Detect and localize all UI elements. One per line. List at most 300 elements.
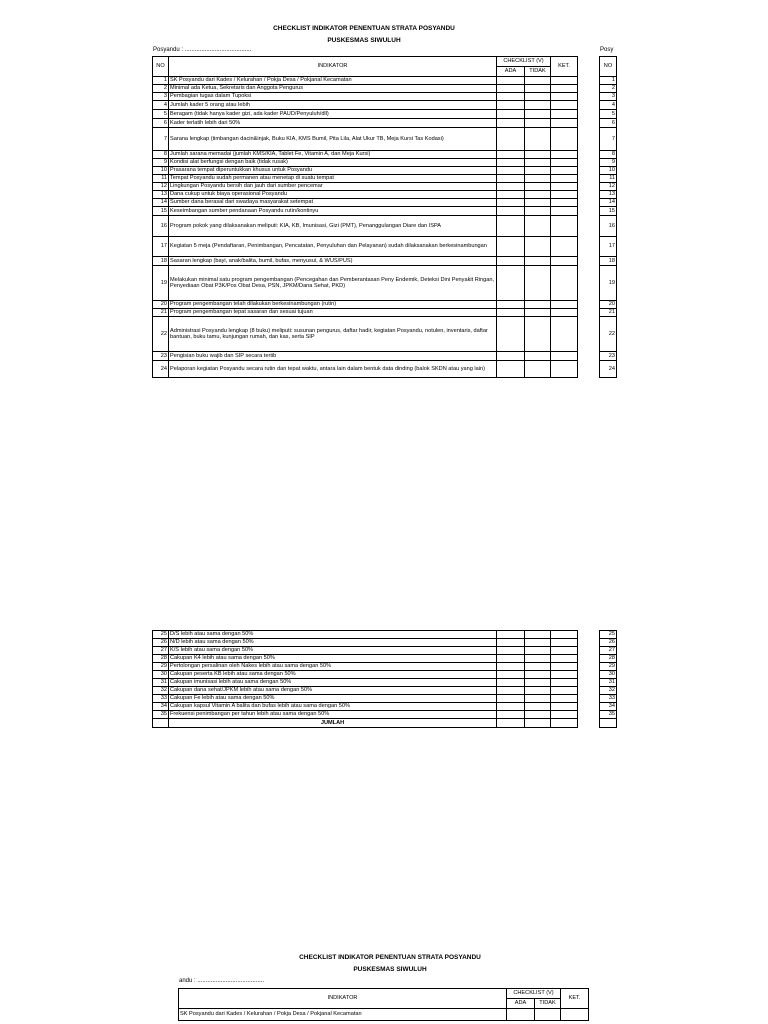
- side-row-number: 22: [600, 317, 617, 352]
- jumlah-ada-cell[interactable]: [497, 719, 525, 728]
- row-indikator: Cakupan K4 lebih atau sama dengan 50%: [169, 655, 497, 663]
- side-row-number: 26: [600, 639, 617, 647]
- row-number: 27: [153, 647, 169, 655]
- tidak-cell[interactable]: [525, 101, 551, 110]
- tidak-cell[interactable]: [525, 679, 551, 687]
- ket-cell[interactable]: [551, 663, 578, 671]
- table-row: [153, 183, 578, 191]
- side-row-number: 27: [600, 647, 617, 655]
- page3-header-tidak: TIDAK: [535, 999, 561, 1009]
- jumlah-row: [153, 719, 578, 728]
- ket-cell[interactable]: [551, 671, 578, 679]
- ada-cell[interactable]: [497, 159, 525, 167]
- row-number: 7: [153, 128, 169, 151]
- ada-cell[interactable]: [497, 711, 525, 719]
- row-number: 18: [153, 257, 169, 266]
- tidak-cell[interactable]: [525, 93, 551, 101]
- tidak-cell[interactable]: [525, 85, 551, 93]
- row-indikator: Sarana lengkap (timbangan dacin&injak, Buku KIA, KMS Bumil, Pita Lila, Alat Ukur TB, Meja Kursi Tas Kodasi): [169, 128, 497, 151]
- ket-cell[interactable]: [551, 631, 578, 639]
- side-row-number: 5: [600, 110, 617, 119]
- row-indikator: D/S lebih atau sama dengan 50%: [169, 631, 497, 639]
- table-row: [153, 639, 578, 647]
- row-number: 6: [153, 119, 169, 128]
- row-number: 24: [153, 361, 169, 378]
- row-indikator: Frekuensi penimbangan per tahun lebih atau sama dengan 50%: [169, 711, 497, 719]
- ada-cell[interactable]: [497, 128, 525, 151]
- side-row-number: 23: [600, 352, 617, 361]
- ada-cell[interactable]: [497, 695, 525, 703]
- side-table-row: [600, 237, 617, 257]
- table-row: [153, 85, 578, 93]
- ket-cell[interactable]: [551, 655, 578, 663]
- ket-cell[interactable]: [551, 679, 578, 687]
- table-row: [153, 216, 578, 237]
- row-indikator: Cakupan kapsul Vitamin A balita dan bufas lebih atau sama dengan 50%: [169, 703, 497, 711]
- tidak-cell[interactable]: [525, 199, 551, 207]
- ada-cell[interactable]: [497, 167, 525, 175]
- ada-cell[interactable]: [497, 119, 525, 128]
- table-row: [153, 110, 578, 119]
- tidak-cell[interactable]: [525, 119, 551, 128]
- side-table-row: [600, 266, 617, 301]
- ket-cell[interactable]: [551, 199, 578, 207]
- side-table-row: [600, 361, 617, 378]
- ket-cell[interactable]: [551, 361, 578, 378]
- ada-cell[interactable]: [497, 317, 525, 352]
- ada-cell[interactable]: [497, 663, 525, 671]
- page2-checklist-table: [152, 630, 578, 728]
- side-row-number: 32: [600, 687, 617, 695]
- jumlah-label: JUMLAH: [169, 719, 497, 728]
- side-row-number: 19: [600, 266, 617, 301]
- tidak-cell[interactable]: [525, 663, 551, 671]
- row-number: 8: [153, 151, 169, 159]
- side-row-number: 20: [600, 301, 617, 309]
- ket-cell[interactable]: [551, 257, 578, 266]
- table-row: [153, 711, 578, 719]
- tidak-cell[interactable]: [525, 167, 551, 175]
- tidak-cell[interactable]: [525, 237, 551, 257]
- row-indikator: K/S lebih atau sama dengan 50%: [169, 647, 497, 655]
- row-indikator: Prasarana tempat diperuntukkan khusus untuk Posyandu: [169, 167, 497, 175]
- table-row: [153, 703, 578, 711]
- side-table-row: [600, 655, 617, 663]
- ada-cell[interactable]: [497, 266, 525, 301]
- side-row-number: 35: [600, 711, 617, 719]
- row-indikator: Jumlah sarana memadai (jumlah KMS/KIA, Tablet Fe, Vitamin A, dan Meja Kursi): [169, 151, 497, 159]
- row-number: 31: [153, 679, 169, 687]
- row-indikator: Cakupan peserta KB lebih atau sama dengan 50%: [169, 671, 497, 679]
- ket-cell[interactable]: [551, 93, 578, 101]
- side-table-row: [600, 301, 617, 309]
- row-number: 9: [153, 159, 169, 167]
- ada-cell[interactable]: [497, 361, 525, 378]
- row-indikator: Pengisian buku wajib dan SIP secara tertib: [169, 352, 497, 361]
- ket-cell[interactable]: [551, 85, 578, 93]
- ket-cell[interactable]: [551, 119, 578, 128]
- ket-cell[interactable]: [551, 703, 578, 711]
- ket-cell[interactable]: [551, 216, 578, 237]
- ada-cell[interactable]: [497, 703, 525, 711]
- jumlah-tidak-cell[interactable]: [525, 719, 551, 728]
- ket-cell[interactable]: [551, 128, 578, 151]
- tidak-cell[interactable]: [525, 711, 551, 719]
- ket-cell[interactable]: [551, 647, 578, 655]
- page3-posyandu-label: andu : ........................................: [179, 978, 265, 984]
- page3-row-ada-cell[interactable]: [507, 1009, 535, 1021]
- row-indikator: Cakupan imunisasi lebih atau sama dengan 50%: [169, 679, 497, 687]
- row-number: 21: [153, 309, 169, 317]
- side-table-row: [600, 85, 617, 93]
- row-number: 29: [153, 663, 169, 671]
- table-row: [153, 361, 578, 378]
- tidak-cell[interactable]: [525, 216, 551, 237]
- ket-cell[interactable]: [551, 77, 578, 85]
- side-table-row: [600, 352, 617, 361]
- tidak-cell[interactable]: [525, 639, 551, 647]
- side-row-number: 2: [600, 85, 617, 93]
- ada-cell[interactable]: [497, 216, 525, 237]
- row-number: 12: [153, 183, 169, 191]
- tidak-cell[interactable]: [525, 695, 551, 703]
- tidak-cell[interactable]: [525, 687, 551, 695]
- header-no: NO: [153, 57, 169, 77]
- side-table-row: [600, 711, 617, 719]
- side-table-row: [600, 93, 617, 101]
- side-header-no: NO: [600, 57, 617, 77]
- tidak-cell[interactable]: [525, 266, 551, 301]
- side-row-number: 17: [600, 237, 617, 257]
- row-indikator: Sasaran lengkap (bayi, anak/balita, bumil, bufas, menyusui, & WUS/PUS): [169, 257, 497, 266]
- side-table-row: [600, 110, 617, 119]
- table-row: [153, 663, 578, 671]
- side-row-number: 6: [600, 119, 617, 128]
- table-row: [153, 671, 578, 679]
- tidak-cell[interactable]: [525, 352, 551, 361]
- tidak-cell[interactable]: [525, 671, 551, 679]
- side-row-number: 34: [600, 703, 617, 711]
- page1-posyandu-label: Posyandu : ........................................: [153, 47, 252, 53]
- table-row: [153, 159, 578, 167]
- side-table-row: [600, 639, 617, 647]
- table-row: [153, 301, 578, 309]
- side-row-number: 25: [600, 631, 617, 639]
- row-indikator: Kader terlatih lebih dari 50%: [169, 119, 497, 128]
- row-number: 22: [153, 317, 169, 352]
- tidak-cell[interactable]: [525, 703, 551, 711]
- page1-checklist-table: [152, 56, 578, 378]
- tidak-cell[interactable]: [525, 191, 551, 199]
- jumlah-ket-cell[interactable]: [551, 719, 578, 728]
- tidak-cell[interactable]: [525, 207, 551, 216]
- page3-title-line1: CHECKLIST INDIKATOR PENENTUAN STRATA POSYANDU: [299, 954, 481, 961]
- row-indikator: Jumlah kader 5 orang atau lebih: [169, 101, 497, 110]
- table-row: [153, 207, 578, 216]
- ket-cell[interactable]: [551, 237, 578, 257]
- row-number: 20: [153, 301, 169, 309]
- table-row: [153, 77, 578, 85]
- table-row: [153, 687, 578, 695]
- row-indikator: Sumber dana berasal dari swadaya masyarakat setempat: [169, 199, 497, 207]
- row-number: 34: [153, 703, 169, 711]
- row-number: 35: [153, 711, 169, 719]
- side-table-row: [600, 151, 617, 159]
- ada-cell[interactable]: [497, 199, 525, 207]
- page3-header-ket: KET.: [561, 989, 589, 1009]
- row-number: 3: [153, 93, 169, 101]
- side-checklist-table-2: [599, 630, 617, 728]
- side-table-row: [600, 703, 617, 711]
- side-row-number: 14: [600, 199, 617, 207]
- page3-row-ket-cell[interactable]: [561, 1009, 589, 1021]
- row-indikator: Program pengembangan tepat sasaran dan sesuai tujuan: [169, 309, 497, 317]
- row-indikator: Pembagian tugas dalam Tupoksi: [169, 93, 497, 101]
- row-indikator: Melakukan minimal satu program pengembangan (Pencegahan dan Pemberantasan Peny Endemik, Deteksi Dini Penyakit Ringan, Penyediaan Obat P3K/Pos Obat Desa, PSN, JPKM/Dana Sehat, PKD): [169, 266, 497, 301]
- tidak-cell[interactable]: [525, 309, 551, 317]
- table-row: [153, 655, 578, 663]
- tidak-cell[interactable]: [525, 317, 551, 352]
- side-posyandu-label: Posy: [600, 47, 614, 53]
- side-table-row: [600, 317, 617, 352]
- row-indikator: Administrasi Posyandu lengkap (8 buku) meliputi: susunan pengurus, daftar hadir, kegiatan Posyandu, notulen, inventaris, daftar bantuan, buku tamu, kunjungan rumah, dan kas, serta SIP: [169, 317, 497, 352]
- side-table-row: [600, 199, 617, 207]
- table-row: [153, 647, 578, 655]
- tidak-cell[interactable]: [525, 175, 551, 183]
- ket-cell[interactable]: [551, 687, 578, 695]
- side-row-number: 30: [600, 671, 617, 679]
- ket-cell[interactable]: [551, 110, 578, 119]
- table-row: [153, 679, 578, 687]
- row-indikator: SK Posyandu dari Kades / Kelurahan / Pokja Desa / Pokjanal Kecamatan: [169, 77, 497, 85]
- ada-cell[interactable]: [497, 309, 525, 317]
- side-row-number: 8: [600, 151, 617, 159]
- header-ket: KET.: [551, 57, 578, 77]
- side-checklist-table: [599, 56, 617, 378]
- side-row-number: 33: [600, 695, 617, 703]
- ket-cell[interactable]: [551, 352, 578, 361]
- table-row: [153, 309, 578, 317]
- ket-cell[interactable]: [551, 175, 578, 183]
- side-table-row: [600, 695, 617, 703]
- page1-title-line2: PUSKESMAS SIWULUH: [327, 37, 401, 44]
- row-number: 1: [153, 77, 169, 85]
- row-number: 33: [153, 695, 169, 703]
- ada-cell[interactable]: [497, 93, 525, 101]
- tidak-cell[interactable]: [525, 361, 551, 378]
- tidak-cell[interactable]: [525, 257, 551, 266]
- side-table-row: [600, 183, 617, 191]
- side-row-number: 9: [600, 159, 617, 167]
- tidak-cell[interactable]: [525, 655, 551, 663]
- side-jumlah-row: [600, 719, 617, 728]
- side-table-row: [600, 663, 617, 671]
- row-indikator: Program pokok yang dilaksanakan meliputi: KIA, KB, Imunisasi, Gizi (PMT), Penanggulangan Diare dan ISPA: [169, 216, 497, 237]
- ada-cell[interactable]: [497, 352, 525, 361]
- tidak-cell[interactable]: [525, 183, 551, 191]
- header-ada: ADA: [497, 67, 525, 77]
- row-indikator: Lingkungan Posyandu bersih dan jauh dari sumber pencemar: [169, 183, 497, 191]
- side-row-number: 18: [600, 257, 617, 266]
- table-row: [153, 119, 578, 128]
- side-table-row: [600, 647, 617, 655]
- table-row: [153, 93, 578, 101]
- ada-cell[interactable]: [497, 151, 525, 159]
- ada-cell[interactable]: [497, 639, 525, 647]
- row-number: 28: [153, 655, 169, 663]
- ket-cell[interactable]: [551, 101, 578, 110]
- side-table-row: [600, 687, 617, 695]
- table-row: [153, 257, 578, 266]
- ada-cell[interactable]: [497, 77, 525, 85]
- page3-header-checklist: CHECKLIST (V): [507, 989, 561, 999]
- table-row: [153, 167, 578, 175]
- side-table-row: [600, 77, 617, 85]
- side-table-row: [600, 257, 617, 266]
- ket-cell[interactable]: [551, 639, 578, 647]
- ada-cell[interactable]: [497, 183, 525, 191]
- table-row: [153, 631, 578, 639]
- ket-cell[interactable]: [551, 309, 578, 317]
- ket-cell[interactable]: [551, 711, 578, 719]
- side-row-number: 7: [600, 128, 617, 151]
- ada-cell[interactable]: [497, 679, 525, 687]
- side-table-row: [600, 207, 617, 216]
- table-row: [153, 175, 578, 183]
- side-row-number: 21: [600, 309, 617, 317]
- side-row-number: 13: [600, 191, 617, 199]
- page3-row-indikator: SK Posyandu dari Kades / Kelurahan / Pokja Desa / Pokjanal Kecamatan: [179, 1009, 507, 1021]
- table-row: [153, 128, 578, 151]
- ket-cell[interactable]: [551, 159, 578, 167]
- table-row: [153, 317, 578, 352]
- side-row-number: 12: [600, 183, 617, 191]
- side-row-number: 29: [600, 663, 617, 671]
- side-table-row: [600, 119, 617, 128]
- row-indikator: Cakupan dana sehat/JPKM lebih atau sama dengan 50%: [169, 687, 497, 695]
- header-checklist: CHECKLIST (V): [497, 57, 551, 67]
- ada-cell[interactable]: [497, 257, 525, 266]
- side-row-number: 28: [600, 655, 617, 663]
- side-row-number: 16: [600, 216, 617, 237]
- side-table-row: [600, 175, 617, 183]
- row-number: 23: [153, 352, 169, 361]
- ada-cell[interactable]: [497, 671, 525, 679]
- side-table-row: [600, 167, 617, 175]
- table-row: [153, 199, 578, 207]
- tidak-cell[interactable]: [525, 77, 551, 85]
- ket-cell[interactable]: [551, 317, 578, 352]
- row-indikator: Kegiatan 5 meja (Pendaftaran, Penimbangan, Pencatatan, Penyuluhan dan Pelayanan) sudah dilaksanakan berkesinambungan: [169, 237, 497, 257]
- ada-cell[interactable]: [497, 631, 525, 639]
- row-indikator: Program pengembangan telah dilakukan berkesinambungan (rutin): [169, 301, 497, 309]
- row-number: 14: [153, 199, 169, 207]
- side-table-row: [600, 309, 617, 317]
- side-table-row: [600, 101, 617, 110]
- tidak-cell[interactable]: [525, 647, 551, 655]
- ket-cell[interactable]: [551, 301, 578, 309]
- ada-cell[interactable]: [497, 175, 525, 183]
- tidak-cell[interactable]: [525, 110, 551, 119]
- row-number: 5: [153, 110, 169, 119]
- tidak-cell[interactable]: [525, 301, 551, 309]
- row-number: 11: [153, 175, 169, 183]
- ket-cell[interactable]: [551, 151, 578, 159]
- row-number: 30: [153, 671, 169, 679]
- side-row-number: 24: [600, 361, 617, 378]
- ket-cell[interactable]: [551, 191, 578, 199]
- row-indikator: Beragam (tidak hanya kader gizi, ada kader PAUD/Penyuluh/dll): [169, 110, 497, 119]
- tidak-cell[interactable]: [525, 631, 551, 639]
- ada-cell[interactable]: [497, 191, 525, 199]
- side-row-number: 31: [600, 679, 617, 687]
- side-table-row: [600, 671, 617, 679]
- ada-cell[interactable]: [497, 207, 525, 216]
- row-number: 17: [153, 237, 169, 257]
- ket-cell[interactable]: [551, 695, 578, 703]
- header-tidak: TIDAK: [525, 67, 551, 77]
- ada-cell[interactable]: [497, 110, 525, 119]
- row-number: 26: [153, 639, 169, 647]
- ada-cell[interactable]: [497, 655, 525, 663]
- ada-cell[interactable]: [497, 301, 525, 309]
- page3-header-indikator: INDIKATOR: [179, 989, 507, 1009]
- side-jumlah-cell: [600, 719, 617, 728]
- ada-cell[interactable]: [497, 101, 525, 110]
- ket-cell[interactable]: [551, 183, 578, 191]
- table-row: [153, 352, 578, 361]
- row-indikator: N/D lebih atau sama dengan 50%: [169, 639, 497, 647]
- row-number: 2: [153, 85, 169, 93]
- ket-cell[interactable]: [551, 266, 578, 301]
- ada-cell[interactable]: [497, 647, 525, 655]
- row-indikator: Keseimbangan sumber pendanaan Posyandu rutin/kontinyu: [169, 207, 497, 216]
- row-number: 25: [153, 631, 169, 639]
- side-row-number: 11: [600, 175, 617, 183]
- side-row-number: 3: [600, 93, 617, 101]
- header-indikator: INDIKATOR: [169, 57, 497, 77]
- side-table-row: [600, 631, 617, 639]
- side-row-number: 1: [600, 77, 617, 85]
- ket-cell[interactable]: [551, 167, 578, 175]
- row-number: 4: [153, 101, 169, 110]
- side-row-number: 15: [600, 207, 617, 216]
- table-row: [153, 237, 578, 257]
- ket-cell[interactable]: [551, 207, 578, 216]
- row-number: 19: [153, 266, 169, 301]
- side-table-row: [600, 216, 617, 237]
- side-row-number: 10: [600, 167, 617, 175]
- side-table-row: [600, 159, 617, 167]
- table-row: [153, 151, 578, 159]
- table-row: [153, 191, 578, 199]
- row-indikator: Pertolongan persalinan oleh Nakes lebih atau sama dengan 50%: [169, 663, 497, 671]
- table-row: [153, 695, 578, 703]
- page3-row-tidak-cell[interactable]: [535, 1009, 561, 1021]
- ada-cell[interactable]: [497, 237, 525, 257]
- side-table-row: [600, 128, 617, 151]
- tidak-cell[interactable]: [525, 151, 551, 159]
- page1-title-line1: CHECKLIST INDIKATOR PENENTUAN STRATA POSYANDU: [273, 25, 455, 32]
- table-row: [153, 266, 578, 301]
- tidak-cell[interactable]: [525, 159, 551, 167]
- page3-title-line2: PUSKESMAS SIWULUH: [353, 966, 427, 973]
- ada-cell[interactable]: [497, 85, 525, 93]
- ada-cell[interactable]: [497, 687, 525, 695]
- tidak-cell[interactable]: [525, 128, 551, 151]
- page3-header-ada: ADA: [507, 999, 535, 1009]
- row-indikator: Cakupan Fe lebih atau sama dengan 50%: [169, 695, 497, 703]
